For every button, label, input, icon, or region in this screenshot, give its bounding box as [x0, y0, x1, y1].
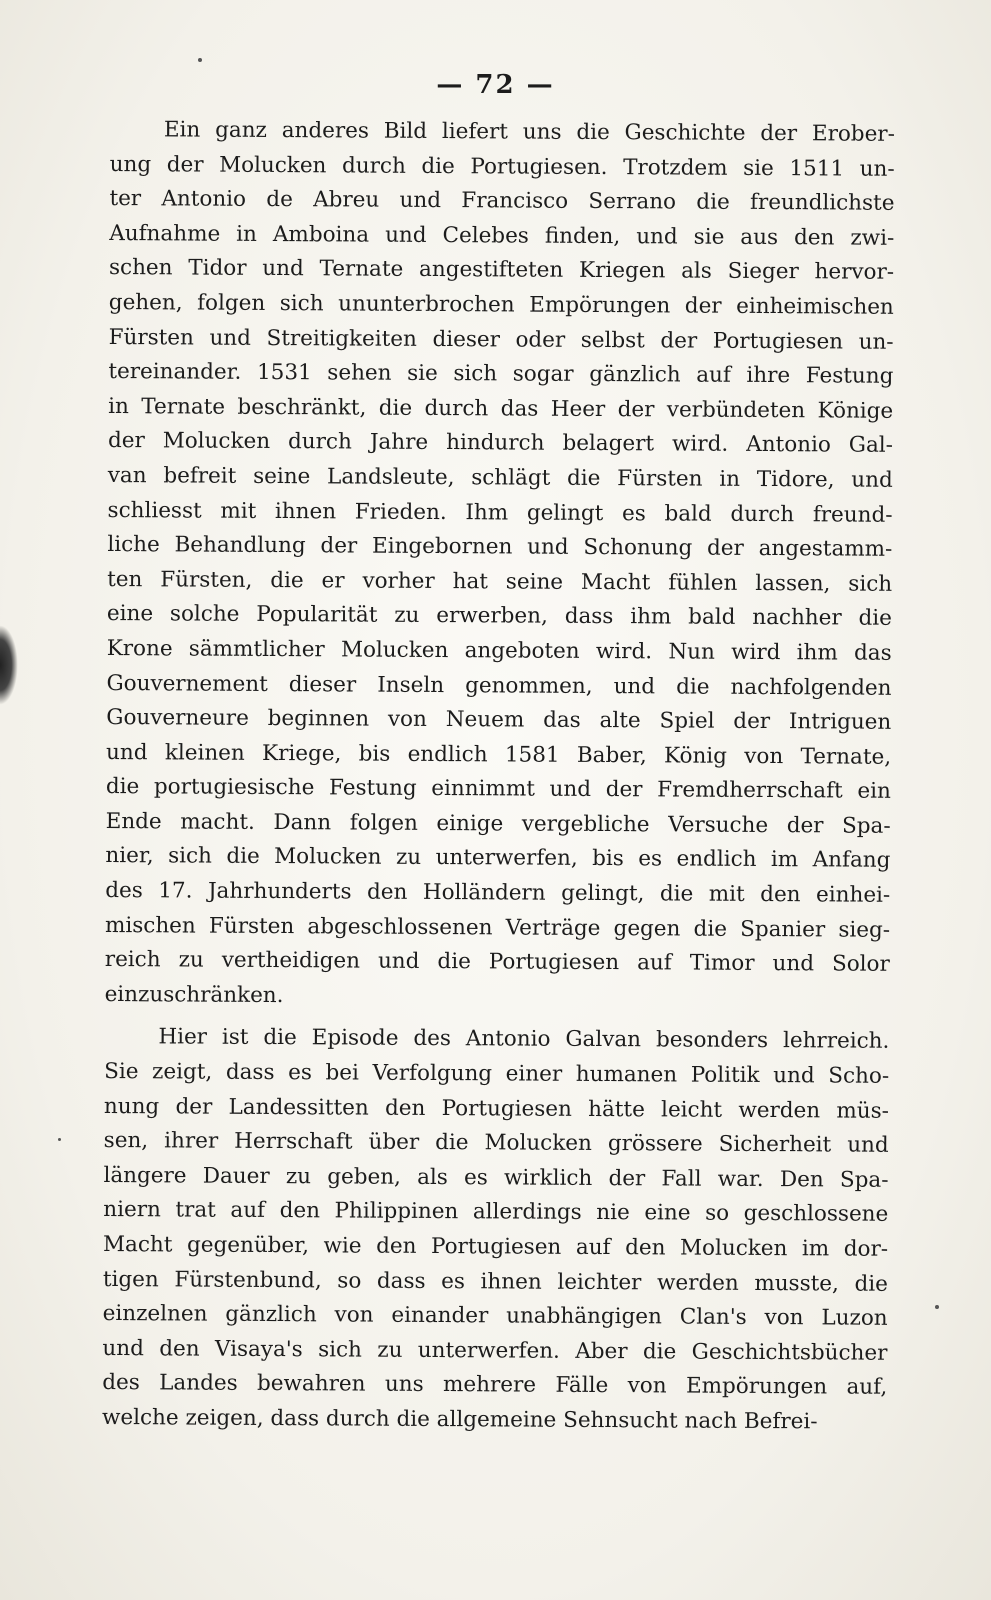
text-line: Sie zeigt, dass es bei Verfolgung einer humanen Politik und Scho-: [104, 1059, 890, 1089]
text-line: welche zeigen, dass durch die allgemeine Sehnsucht nach Befrei-: [101, 1404, 818, 1435]
page-number: — 72 —: [436, 70, 555, 100]
text-line: und kleinen Kriege, bis endlich 1581 Baber, König von Ternate,: [106, 739, 892, 770]
text-line: einzelnen gänzlich von einander unabhängigen Clan's von Luzon: [102, 1301, 888, 1331]
paragraph: [102, 1020, 890, 1440]
text-line: längere Dauer zu geben, als es wirklich der Fall war. Den Spa-: [103, 1162, 889, 1193]
text-line: Fürsten und Streitigkeiten dieser oder selbst der Portugiesen un-: [108, 324, 894, 355]
text-line: der Molucken durch Jahre hindurch belagert wird. Antonio Gal-: [107, 428, 894, 459]
text-line: Ein ganz anderes Bild liefert uns die Geschichte der Erober-: [163, 117, 895, 147]
text-line: ung der Molucken durch die Portugiesen. Trotzdem sie 1511 un-: [109, 151, 895, 182]
text-line: tereinander. 1531 sehen sie sich sogar gänzlich auf ihre Festung: [108, 359, 894, 389]
text-line: gehen, folgen sich ununterbrochen Empörungen der einheimischen: [108, 289, 894, 320]
text-line: ter Antonio de Abreu und Francisco Serrano die freundlichste: [109, 186, 895, 216]
text-line: in Ternate beschränkt, die durch das Heer der verbündeten Könige: [108, 393, 894, 424]
text-line: eine solche Popularität zu erwerben, dass ihm bald nachher die: [106, 601, 893, 632]
text-line: Aufnahme in Amboina und Celebes finden, und sie aus den zwi-: [109, 220, 895, 251]
text-line: Gouvernement dieser Inseln genommen, und die nachfolgenden: [106, 670, 892, 701]
text-line: tigen Fürstenbund, so dass es ihnen leichter werden musste, die: [102, 1266, 888, 1297]
text-line: sen, ihrer Herrschaft über die Molucken grössere Sicherheit und: [103, 1128, 889, 1158]
text-line: van befreit seine Landsleute, schlägt die Fürsten in Tidore, und: [107, 462, 893, 493]
text-line: des Landes bewahren uns mehrere Fälle von Empörungen auf,: [102, 1370, 888, 1401]
text-line: einzuschränken.: [104, 981, 284, 1008]
text-line: des 17. Jahrhunderts den Holländern gelingt, die mit den einhei-: [105, 878, 891, 908]
text-line: reich zu vertheidigen und die Portugiesen auf Timor und Solor: [104, 947, 890, 978]
body-text: [102, 113, 895, 1440]
text-line: und den Visaya's sich zu unterwerfen. Aber die Geschichtsbücher: [102, 1335, 888, 1366]
text-line: liche Behandlung der Eingebornen und Schonung der angestamm-: [107, 532, 893, 562]
text-line: Gouverneure beginnen von Neuem das alte Spiel der Intriguen: [106, 705, 892, 735]
text-line: schen Tidor und Ternate angestifteten Kriegen als Sieger hervor-: [108, 255, 895, 286]
paper-speck: [58, 1138, 61, 1141]
text-line: Hier ist die Episode des Antonio Galvan besonders lehrreich.: [158, 1024, 890, 1055]
text-line: schliesst mit ihnen Frieden. Ihm gelingt es bald durch freund-: [107, 497, 893, 528]
text-line: die portugiesische Festung einnimmt und der Fremdherrschaft ein: [105, 774, 891, 805]
text-line: nung der Landessitten den Portugiesen hätte leicht werden müs-: [103, 1093, 889, 1124]
text-line: mischen Fürsten abgeschlossenen Verträge gegen die Spanier sieg-: [104, 912, 891, 943]
text-line: nier, sich die Molucken zu unterwerfen, bis es endlich im Anfang: [105, 843, 891, 874]
text-line: niern trat auf den Philippinen allerdings nie eine so geschlossene: [103, 1197, 889, 1228]
text-line: Ende macht. Dann folgen einige vergebliche Versuche der Spa-: [105, 808, 891, 839]
text-line: ten Fürsten, die er vorher hat seine Macht fühlen lassen, sich: [107, 566, 893, 597]
paper-speck: [198, 58, 202, 62]
text-line: Macht gegenüber, wie den Portugiesen auf den Molucken im dor-: [103, 1231, 889, 1262]
binding-shadow: [0, 625, 18, 705]
text-line: Krone sämmtlicher Molucken angeboten wird. Nun wird ihm das: [106, 635, 892, 666]
paragraph: [105, 113, 895, 1017]
paper-speck: [935, 1305, 939, 1309]
